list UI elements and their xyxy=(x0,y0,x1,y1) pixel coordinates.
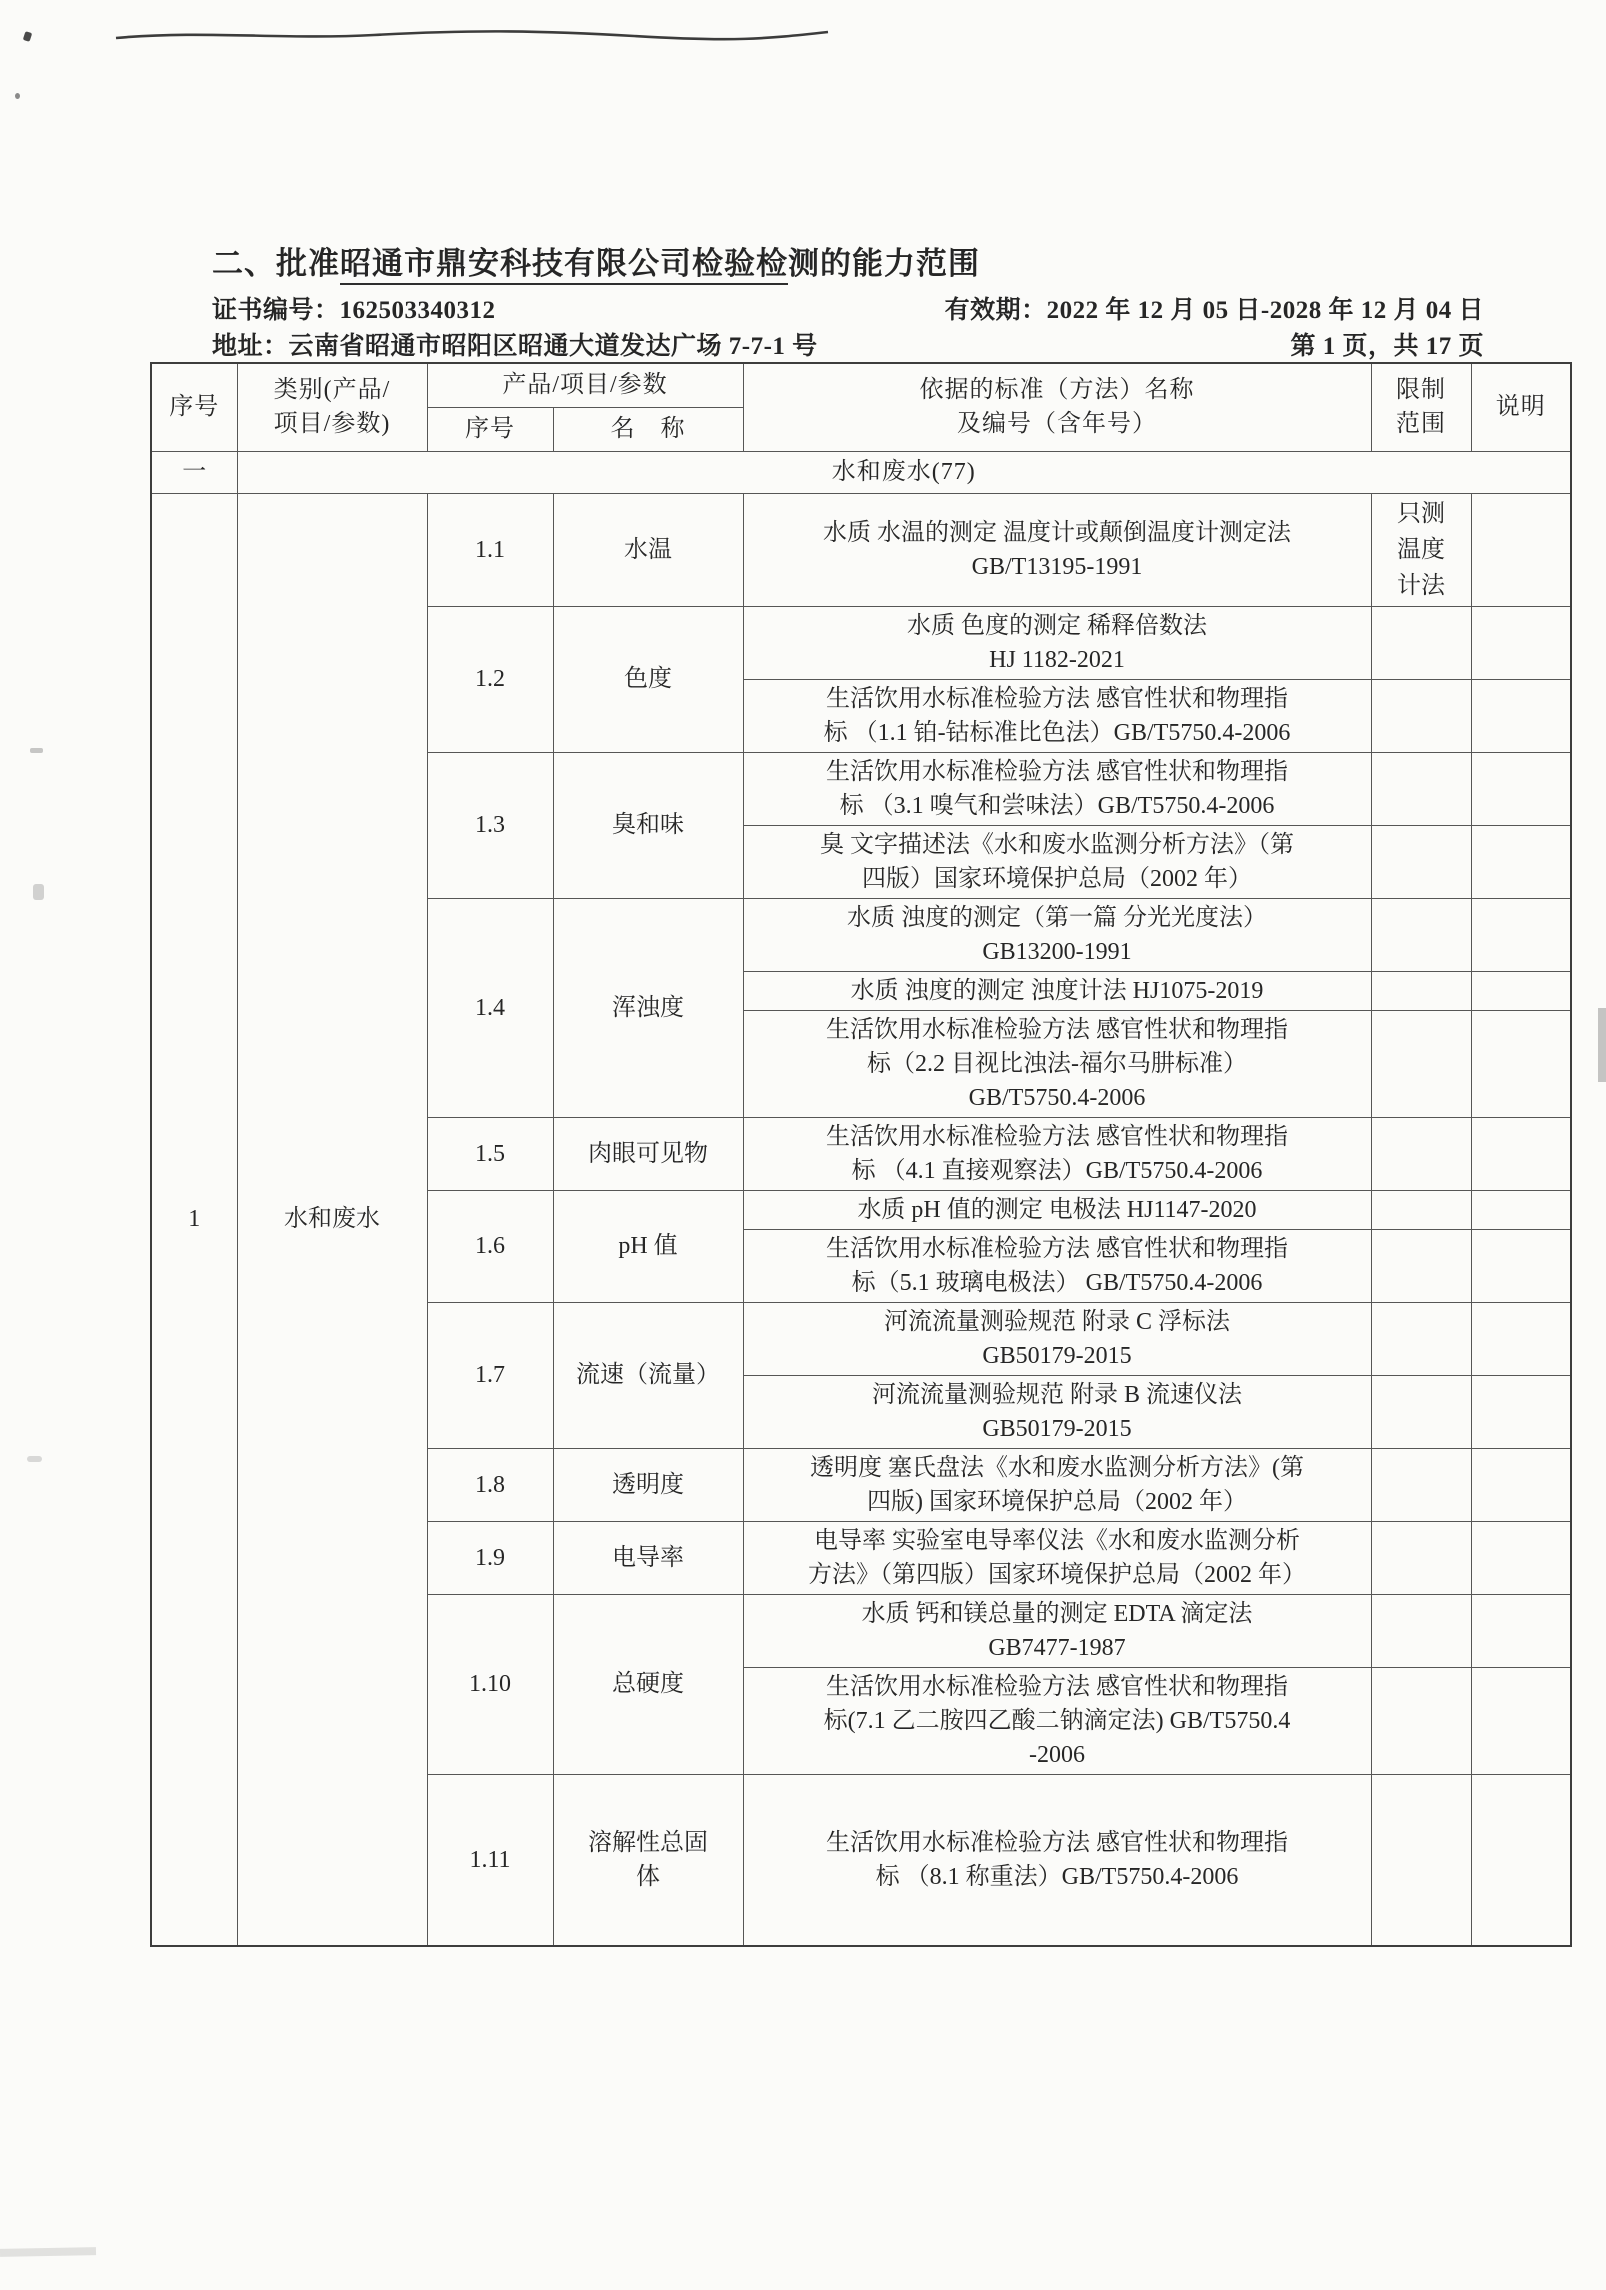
item-no-cell: 1.4 xyxy=(427,898,553,1117)
page-title xyxy=(212,238,1492,283)
standard-cell xyxy=(743,606,1371,679)
standard-cell xyxy=(743,1229,1371,1302)
address: 地址：云南省昭通市昭阳区昭通大道发达广场 7-7-1 号 xyxy=(212,333,818,360)
standard-cell xyxy=(743,1448,1371,1521)
item-no-cell: 1.11 xyxy=(427,1774,553,1946)
limit-cell: 只测 温度 计法 xyxy=(1371,493,1471,606)
note-cell xyxy=(1471,1229,1571,1302)
standard-line: 水质 色度的测定 稀释倍数法 xyxy=(907,612,1207,639)
limit-cell xyxy=(1371,1375,1471,1448)
item-name-cell: 电导率 xyxy=(553,1521,743,1594)
item-name-cell: 流速（流量） xyxy=(553,1302,743,1448)
standard-line: 水质 浊度的测定（第一篇 分光光度法） xyxy=(847,904,1267,931)
standard-cell xyxy=(743,1594,1371,1667)
item-name-cell: 色度 xyxy=(553,606,743,752)
header-product-seq: 序号 xyxy=(427,407,553,451)
standard-line: 标(7.1 乙二胺四乙酸二钠滴定法) GB/T5750.4 xyxy=(823,1707,1291,1734)
note-cell xyxy=(1471,1010,1571,1117)
note-cell xyxy=(1471,493,1571,606)
limit-cell xyxy=(1371,1010,1471,1117)
standard-line: GB50179-2015 xyxy=(982,1415,1132,1442)
limit-cell xyxy=(1371,1229,1471,1302)
item-name-cell: 肉眼可见物 xyxy=(553,1117,743,1190)
note-cell xyxy=(1471,606,1571,679)
item-no-cell: 1.5 xyxy=(427,1117,553,1190)
scan-squiggle-line xyxy=(114,27,830,43)
header-product-group: 产品/项目/参数 xyxy=(427,363,743,407)
standard-cell xyxy=(743,1117,1371,1190)
header-standard: 依据的标准（方法）名称 及编号（含年号） xyxy=(743,363,1371,451)
standard-line: 水质 水温的测定 温度计或颠倒温度计测定法 xyxy=(823,519,1291,546)
limit-cell xyxy=(1371,1774,1471,1946)
limit-cell xyxy=(1371,1117,1471,1190)
standard-line: 标（5.1 玻璃电极法） GB/T5750.4-2006 xyxy=(851,1269,1263,1296)
standard-line: 生活饮用水标准检验方法 感官性状和物理指 xyxy=(826,685,1288,712)
standard-line: 生活饮用水标准检验方法 感官性状和物理指 xyxy=(826,1016,1288,1043)
standard-line: GB7477-1987 xyxy=(988,1634,1126,1661)
standard-cell xyxy=(743,1521,1371,1594)
standard-cell xyxy=(743,971,1371,1010)
note-cell xyxy=(1471,1375,1571,1448)
standard-line: 河流流量测验规范 附录 B 流速仪法 xyxy=(871,1381,1242,1408)
note-cell xyxy=(1471,1117,1571,1190)
note-cell xyxy=(1471,1448,1571,1521)
note-cell xyxy=(1471,1190,1571,1229)
limit-cell xyxy=(1371,752,1471,825)
item-name-cell: 水温 xyxy=(553,493,743,606)
standard-line: 生活饮用水标准检验方法 感官性状和物理指 xyxy=(826,1829,1288,1856)
standard-line: 四版) 国家环境保护总局（2002 年） xyxy=(867,1488,1247,1515)
standard-line: 生活饮用水标准检验方法 感官性状和物理指 xyxy=(826,1673,1288,1700)
standard-line: HJ 1182-2021 xyxy=(989,646,1125,673)
item-no-cell: 1.2 xyxy=(427,606,553,752)
standard-line: 河流流量测验规范 附录 C 浮标法 xyxy=(883,1308,1230,1335)
standard-cell xyxy=(743,898,1371,971)
standard-cell xyxy=(743,1010,1371,1117)
header-category: 类别(产品/ 项目/参数) xyxy=(237,363,427,451)
standard-cell xyxy=(743,1375,1371,1448)
limit-cell xyxy=(1371,1190,1471,1229)
section-title: 水和废水(77) xyxy=(237,451,1571,493)
standard-line: 方法》（第四版）国家环境保护总局（2002 年） xyxy=(808,1561,1306,1588)
standard-cell xyxy=(743,493,1371,606)
item-no-cell: 1.8 xyxy=(427,1448,553,1521)
note-cell xyxy=(1471,1521,1571,1594)
scan-artifact xyxy=(0,2247,96,2257)
standard-line: GB13200-1991 xyxy=(982,938,1132,965)
standard-cell xyxy=(743,1190,1371,1229)
scan-artifact xyxy=(30,748,43,753)
standard-cell xyxy=(743,679,1371,752)
standard-cell xyxy=(743,1667,1371,1774)
meta-line-1 xyxy=(212,290,1484,326)
note-cell xyxy=(1471,898,1571,971)
standard-line: 四版）国家环境保护总局（2002 年） xyxy=(862,865,1252,892)
standard-line: 臭 文字描述法《水和废水监测分析方法》（第 xyxy=(820,831,1294,858)
note-cell xyxy=(1471,1594,1571,1667)
capability-table xyxy=(150,362,1572,1947)
scan-artifact xyxy=(33,884,44,900)
scan-artifact xyxy=(27,1456,42,1462)
standard-line: 水质 pH 值的测定 电极法 HJ1147-2020 xyxy=(857,1196,1257,1223)
standard-line: 水质 浊度的测定 浊度计法 HJ1075-2019 xyxy=(850,977,1264,1004)
standard-line: GB/T13195-1991 xyxy=(971,553,1143,580)
limit-cell xyxy=(1371,679,1471,752)
title-company-underlined: 昭通市鼎安科技有限公司检验检 xyxy=(340,246,788,285)
scan-artifact xyxy=(15,93,20,99)
meta-line-2 xyxy=(212,326,1484,362)
limit-cell xyxy=(1371,1667,1471,1774)
group-category: 水和废水 xyxy=(237,493,427,1946)
validity-period: 有效期：2022 年 12 月 05 日-2028 年 12 月 04 日 xyxy=(944,297,1484,324)
page-number: 第 1 页，共 17 页 xyxy=(1290,333,1484,360)
standard-line: 生活饮用水标准检验方法 感官性状和物理指 xyxy=(826,1123,1288,1150)
limit-cell xyxy=(1371,971,1471,1010)
item-name-cell: 臭和味 xyxy=(553,752,743,898)
item-no-cell: 1.1 xyxy=(427,493,553,606)
header-product-name: 名 称 xyxy=(553,407,743,451)
note-cell xyxy=(1471,971,1571,1010)
standard-cell xyxy=(743,825,1371,898)
limit-cell xyxy=(1371,825,1471,898)
standard-line: 标 （8.1 称重法）GB/T5750.4-2006 xyxy=(875,1863,1239,1890)
limit-cell xyxy=(1371,1302,1471,1375)
limit-cell xyxy=(1371,898,1471,971)
standard-line: 电导率 实验室电导率仪法《水和废水监测分析 xyxy=(814,1527,1300,1554)
title-suffix: 测的能力范围 xyxy=(788,246,980,281)
header-note: 说明 xyxy=(1471,363,1571,451)
limit-cell xyxy=(1371,1594,1471,1667)
note-cell xyxy=(1471,825,1571,898)
standard-cell xyxy=(743,1774,1371,1946)
standard-line: GB/T5750.4-2006 xyxy=(968,1084,1146,1111)
standard-line: 标 （4.1 直接观察法）GB/T5750.4-2006 xyxy=(851,1157,1263,1184)
item-no-cell: 1.7 xyxy=(427,1302,553,1448)
scan-artifact xyxy=(23,31,32,42)
item-name-cell: 总硬度 xyxy=(553,1594,743,1774)
note-cell xyxy=(1471,1667,1571,1774)
standard-line: 生活饮用水标准检验方法 感官性状和物理指 xyxy=(826,758,1288,785)
standard-line: 水质 钙和镁总量的测定 EDTA 滴定法 xyxy=(861,1600,1253,1627)
scan-artifact xyxy=(1598,1008,1606,1082)
limit-cell xyxy=(1371,1448,1471,1521)
note-cell xyxy=(1471,679,1571,752)
header-limit: 限制 范围 xyxy=(1371,363,1471,451)
item-no-cell: 1.6 xyxy=(427,1190,553,1302)
standard-cell xyxy=(743,1302,1371,1375)
section-seq: 一 xyxy=(151,451,237,493)
standard-line: -2006 xyxy=(1029,1741,1085,1768)
standard-line: 标 （1.1 铂-钴标准比色法）GB/T5750.4-2006 xyxy=(823,719,1291,746)
standard-line: GB50179-2015 xyxy=(982,1342,1132,1369)
item-no-cell: 1.10 xyxy=(427,1594,553,1774)
note-cell xyxy=(1471,1774,1571,1946)
certificate-number: 证书编号：162503340312 xyxy=(212,297,496,324)
item-name-cell: pH 值 xyxy=(553,1190,743,1302)
standard-line: 标 （3.1 嗅气和尝味法）GB/T5750.4-2006 xyxy=(839,792,1275,819)
standard-line: 生活饮用水标准检验方法 感官性状和物理指 xyxy=(826,1235,1288,1262)
standard-line: 透明度 塞氏盘法《水和废水监测分析方法》(第 xyxy=(810,1454,1304,1481)
item-no-cell: 1.9 xyxy=(427,1521,553,1594)
item-name-cell: 溶解性总固 体 xyxy=(553,1774,743,1946)
item-name-cell: 透明度 xyxy=(553,1448,743,1521)
note-cell xyxy=(1471,1302,1571,1375)
header-seq: 序号 xyxy=(151,363,237,451)
title-prefix: 二、批准 xyxy=(212,246,340,281)
limit-cell xyxy=(1371,1521,1471,1594)
group-seq: 1 xyxy=(151,493,237,1946)
standard-line: 标（2.2 目视比浊法-福尔马肼标准） xyxy=(867,1050,1247,1077)
limit-cell xyxy=(1371,606,1471,679)
standard-cell xyxy=(743,752,1371,825)
note-cell xyxy=(1471,752,1571,825)
item-no-cell: 1.3 xyxy=(427,752,553,898)
item-name-cell: 浑浊度 xyxy=(553,898,743,1117)
